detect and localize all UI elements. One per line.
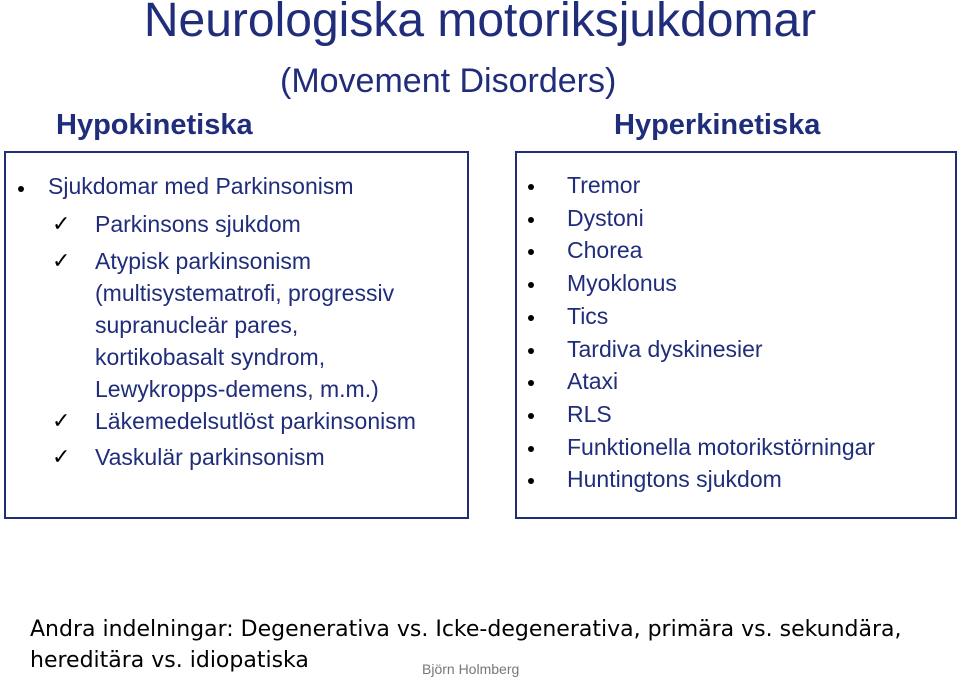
heading-hypokinetiska: Hypokinetiska (56, 109, 253, 141)
footer-line-2: hereditära vs. idiopatiska (30, 648, 309, 673)
check-item-atypisk-line4: kortikobasalt syndrom, (95, 344, 326, 370)
list-item: RLS (567, 398, 612, 431)
list-item: Chorea (567, 234, 642, 267)
hyperkinetic-box (515, 151, 957, 519)
list-item: Tardiva dyskinesier (567, 333, 763, 366)
checkmark-icon: ✓ (52, 445, 71, 470)
check-item-lakemedel: Läkemedelsutlöst parkinsonism (95, 408, 416, 434)
bullet-icon (528, 249, 534, 255)
bullet-icon (528, 282, 534, 288)
bullet-icon (528, 413, 534, 419)
slide-title: Neurologiska motoriksjukdomar (143, 0, 817, 47)
check-item-atypisk-line5: Lewykropps-demens, m.m.) (95, 376, 379, 402)
footer-line-1: Andra indelningar: Degenerativa vs. Icke-degenerativa, primära vs. sekundära, (30, 617, 902, 642)
bullet-icon (528, 217, 534, 223)
bullet-icon (528, 315, 534, 321)
checkmark-icon: ✓ (52, 249, 71, 274)
check-item-atypisk-line2: (multisystematrofi, progressiv (95, 280, 395, 306)
list-item: Tics (567, 300, 608, 333)
list-item: Ataxi (567, 365, 618, 398)
list-item: Myoklonus (567, 267, 677, 300)
bullet-icon (528, 184, 534, 190)
list-item: Tremor (567, 169, 640, 202)
check-item-atypisk-line1: Atypisk parkinsonism (95, 248, 312, 274)
checkmark-icon: ✓ (52, 409, 71, 434)
bullet-icon (18, 186, 24, 192)
main-bullet-text: Sjukdomar med Parkinsonism (48, 173, 354, 199)
list-item: Dystoni (567, 202, 644, 235)
list-item: Funktionella motorikstörningar (567, 431, 875, 464)
checkmark-icon: ✓ (52, 212, 71, 237)
list-item: Huntingtons sjukdom (567, 463, 782, 496)
bullet-icon (528, 446, 534, 452)
heading-hyperkinetiska: Hyperkinetiska (614, 109, 821, 141)
bullet-icon (528, 478, 534, 484)
bullet-icon (528, 380, 534, 386)
author-credit: Björn Holmberg (422, 661, 520, 677)
check-item-parkinsons: Parkinsons sjukdom (95, 211, 301, 237)
check-item-atypisk-line3: supranucleär pares, (95, 312, 299, 338)
hypokinetic-box (4, 151, 469, 519)
slide-subtitle: (Movement Disorders) (280, 62, 617, 100)
bullet-icon (528, 348, 534, 354)
check-item-vaskular: Vaskulär parkinsonism (95, 444, 325, 470)
